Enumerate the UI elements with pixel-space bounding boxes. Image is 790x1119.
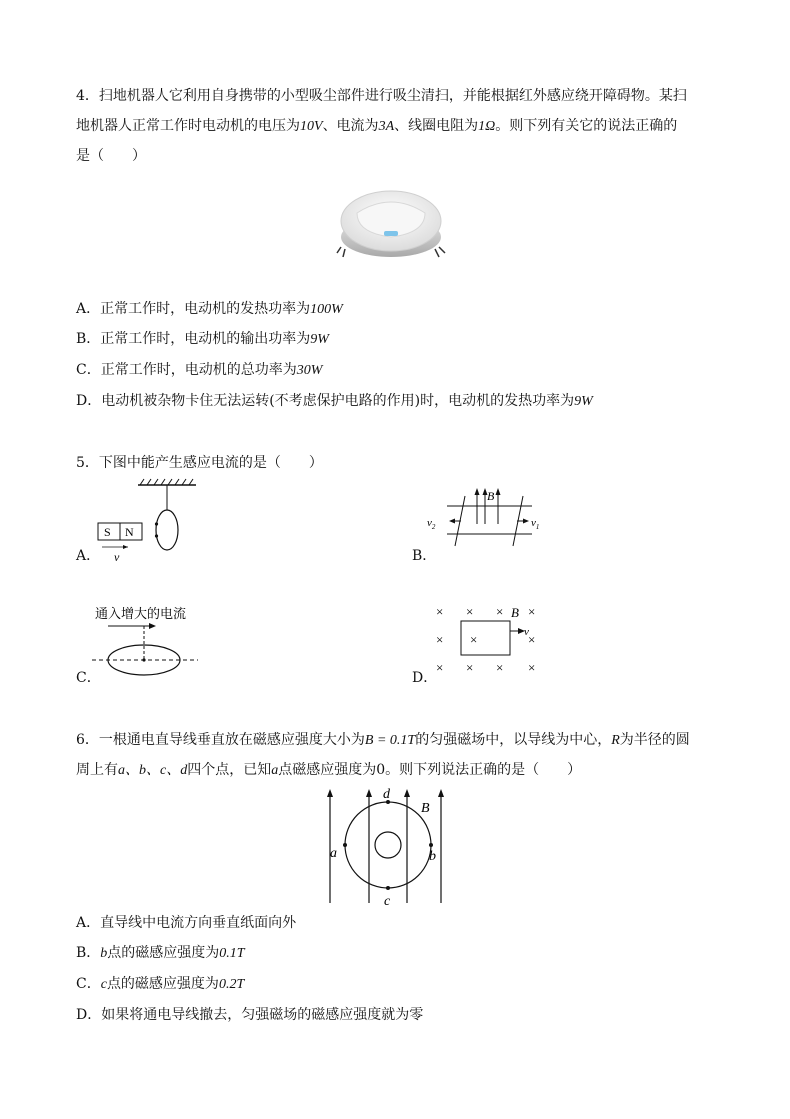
current-caption: 通入增大的电流 — [95, 606, 187, 621]
q5-figure-c — [90, 600, 200, 680]
option-value: 30W — [296, 363, 323, 378]
q4-voltage: 10V — [300, 119, 323, 134]
svg-text:×: × — [436, 604, 444, 619]
velocity-label: v — [524, 626, 529, 638]
field-b-label: B — [487, 489, 495, 503]
q6-option-b[interactable] — [76, 943, 245, 964]
magnet-s-label: S — [104, 525, 111, 539]
q6-option-c[interactable] — [76, 974, 244, 995]
option-var: b — [100, 946, 108, 961]
option-prefix: C． — [76, 976, 101, 992]
option-text: C．正常工作时，电动机的总功率为 — [76, 362, 297, 378]
robot-vacuum-image — [335, 185, 447, 265]
option-value: 100W — [310, 302, 343, 317]
q5-stem: 5．下图中能产生感应电流的是（ ） — [76, 455, 323, 471]
q5-figure-a — [92, 478, 202, 568]
option-text: D．电动机被杂物卡住无法运转(不考虑保护电路的作用)时，电动机的发热功率为 — [76, 393, 575, 409]
v1-label: $v_1$ — [531, 517, 540, 531]
q4-text: 地机器人正常工作时电动机的电压为 — [76, 118, 300, 134]
option-text: 点的磁感应强度为 — [107, 945, 220, 961]
q6-radius: R — [611, 733, 620, 748]
field-b-label: B — [511, 605, 519, 620]
q6-text: 的匀强磁场中，以导线为中心， — [415, 732, 612, 748]
option-value: 9W — [310, 332, 329, 347]
q5-figure-d — [430, 600, 550, 680]
v2-label: $v_2$ — [427, 517, 436, 531]
q6-option-a[interactable] — [76, 913, 296, 933]
svg-text:×: × — [528, 660, 536, 675]
q4-text: 、电流为 — [322, 118, 379, 134]
option-value: 9W — [574, 394, 593, 409]
q6-option-d[interactable] — [76, 1005, 423, 1025]
q4-stem-line2 — [76, 116, 677, 137]
q5-label-a[interactable]: A． — [76, 548, 101, 564]
point-b-label: b — [429, 849, 436, 864]
svg-text:×: × — [470, 632, 478, 647]
q4-resistance: 1Ω — [478, 119, 496, 134]
q6-text: 周上有 — [76, 762, 118, 778]
q4-option-b[interactable] — [76, 329, 329, 350]
option-text: D．如果将通电导线撤去，匀强磁场的磁感应强度就为零 — [76, 1007, 424, 1023]
option-prefix: B． — [76, 945, 101, 961]
svg-text:×: × — [528, 604, 536, 619]
q6-text: 为半径的圆 — [619, 732, 690, 748]
q6-stem-line2 — [76, 760, 581, 781]
q5-label-c[interactable]: C． — [76, 670, 101, 686]
svg-text:×: × — [496, 604, 504, 619]
q6-text: 点磁感应强度为0。则下列说法正确的是（ ） — [278, 762, 582, 778]
q5-figure-b — [425, 484, 555, 554]
svg-text:×: × — [466, 604, 474, 619]
q4-text: 、线圈电阻为 — [394, 118, 479, 134]
svg-text:×: × — [436, 660, 444, 675]
magnet-n-label: N — [125, 525, 134, 539]
svg-text:×: × — [528, 632, 536, 647]
q5-label-b[interactable]: B． — [412, 548, 437, 564]
q5-label-d[interactable]: D． — [412, 670, 438, 686]
svg-text:×: × — [466, 660, 474, 675]
q6-figure — [315, 785, 455, 910]
q4-option-c[interactable] — [76, 360, 322, 381]
q6-points: a、b、c、d — [118, 763, 188, 778]
q6-field-value: B = 0.1T — [364, 733, 416, 748]
option-text: B．正常工作时，电动机的输出功率为 — [76, 331, 311, 347]
option-text: A．正常工作时，电动机的发热功率为 — [76, 301, 311, 317]
svg-text:×: × — [436, 632, 444, 647]
q4-stem-line1: 4．扫地机器人它利用自身携带的小型吸尘部件进行吸尘清扫，并能根据红外感应绕开障碍物。某扫 — [76, 88, 687, 104]
option-value: 0.1T — [219, 946, 245, 961]
q6-stem-line1 — [76, 730, 690, 751]
field-cross-marks — [436, 604, 535, 675]
q4-option-d[interactable] — [76, 391, 593, 412]
svg-text:×: × — [496, 660, 504, 675]
q6-point-a: a — [271, 763, 279, 778]
option-text: 点的磁感应强度为 — [106, 976, 219, 992]
velocity-label: v — [114, 550, 120, 564]
option-value: 0.2T — [218, 977, 245, 992]
point-d-label: d — [383, 787, 390, 802]
field-b-label: B — [421, 801, 430, 816]
q4-current: 3A — [378, 119, 395, 134]
q6-text: 6．一根通电直导线垂直放在磁感应强度大小为 — [76, 732, 365, 748]
q4-text: 。则下列有关它的说法正确的 — [495, 118, 678, 134]
point-a-label: a — [330, 846, 337, 861]
q4-option-a[interactable] — [76, 299, 343, 320]
q6-text: 四个点，已知 — [187, 762, 272, 778]
point-c-label: c — [384, 894, 391, 909]
option-text: A．直导线中电流方向垂直纸面向外 — [76, 915, 297, 931]
q4-stem-line3: 是（ ） — [76, 148, 146, 164]
option-var: c — [100, 977, 107, 992]
